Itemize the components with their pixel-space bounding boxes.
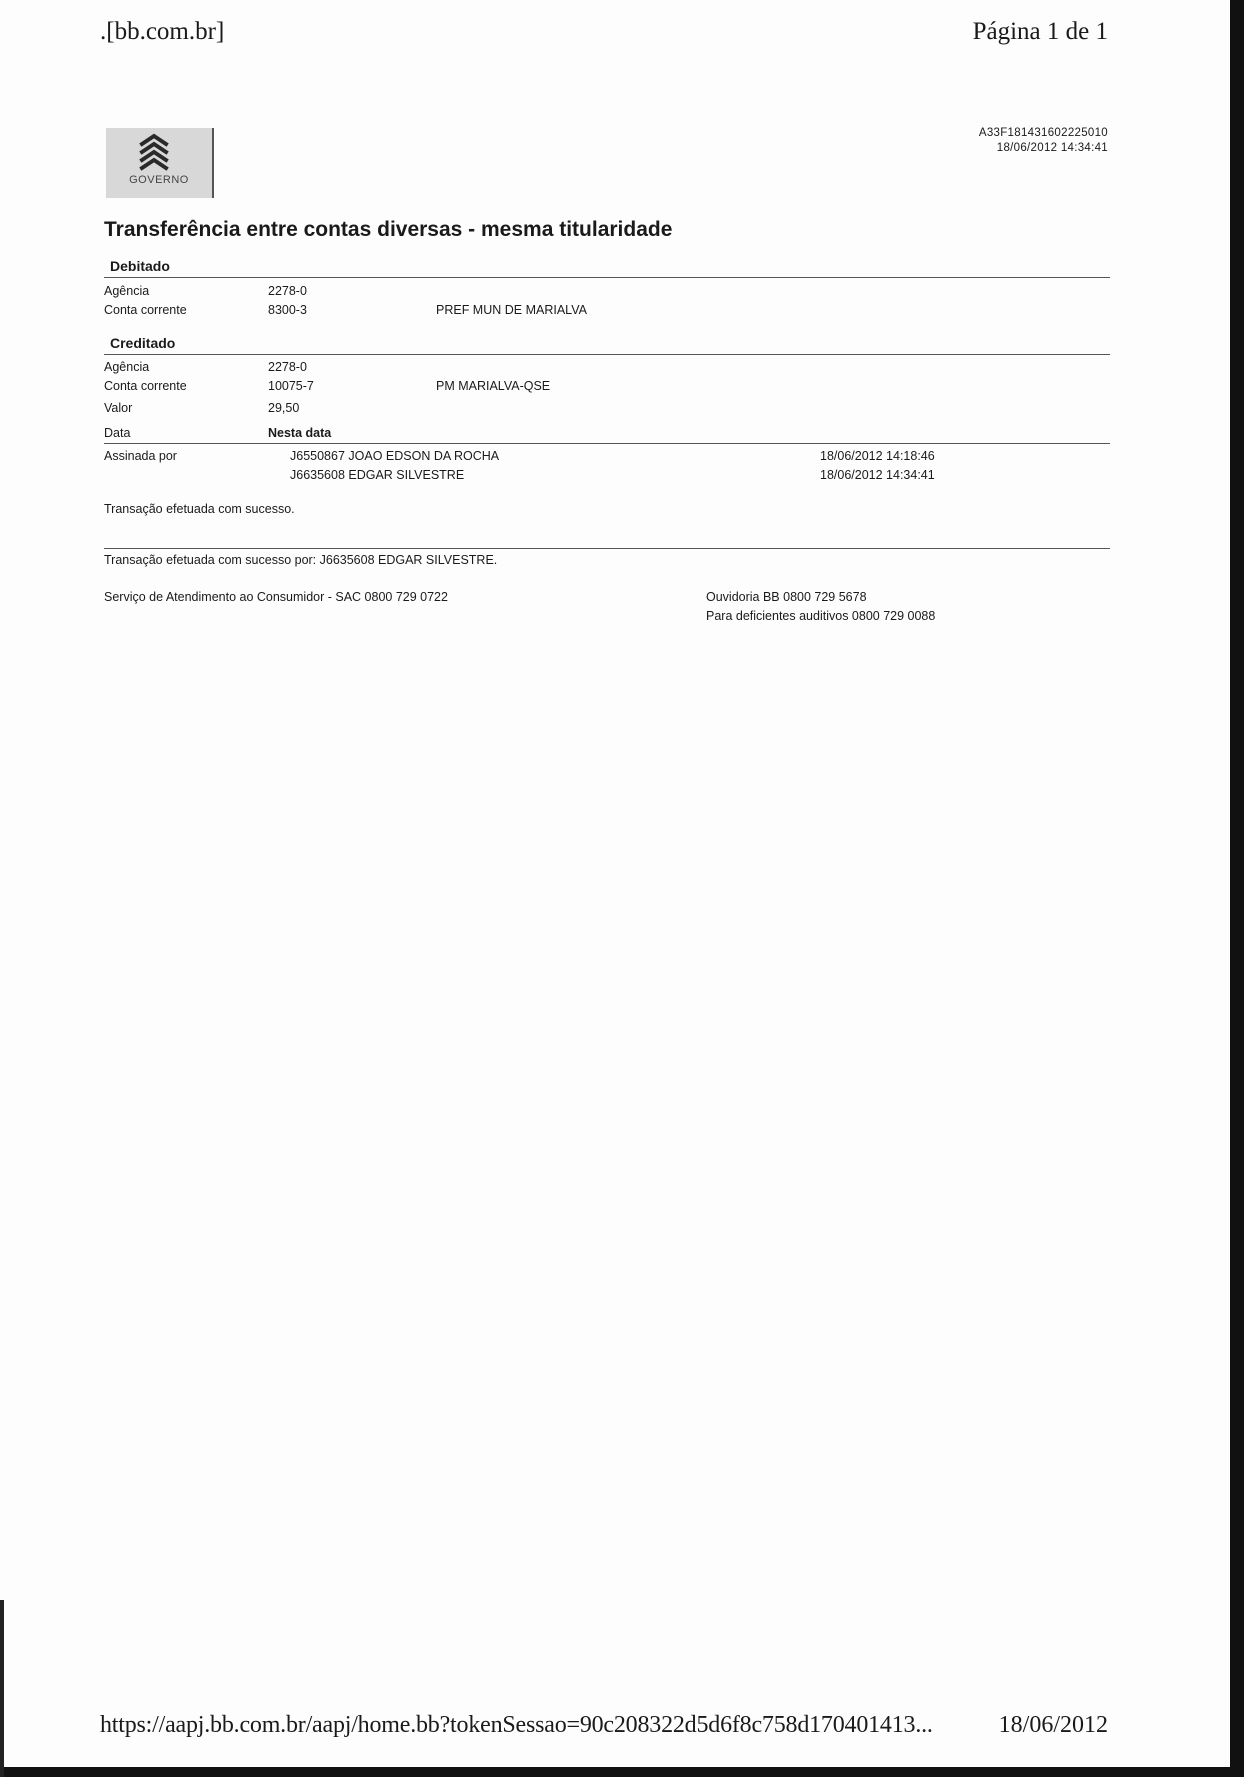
divider [104, 277, 1110, 278]
print-footer-date: 18/06/2012 [998, 1712, 1108, 1738]
signer-name: J6635608 EDGAR SILVESTRE [290, 468, 465, 482]
transaction-status-by: Transação efetuada com sucesso por: J6635608 EDGAR SILVESTRE. [104, 553, 498, 567]
bank-logo [106, 128, 214, 198]
debit-conta-label: Conta corrente [104, 303, 187, 317]
signer-datetime: 18/06/2012 14:34:41 [820, 468, 935, 482]
data-label: Data [104, 426, 131, 440]
sac-contact: Serviço de Atendimento ao Consumidor - SAC 0800 729 0722 [104, 590, 448, 604]
authentication-code: A33F181431602225010 [978, 127, 1108, 139]
signer-name: J6550867 JOAO EDSON DA ROCHA [290, 449, 500, 463]
signed-by-label: Assinada por [104, 449, 177, 463]
credit-conta-label: Conta corrente [104, 379, 187, 393]
divider [104, 548, 1110, 549]
scan-border-right [1230, 0, 1244, 1777]
credit-agencia-label: Agência [104, 360, 150, 374]
print-header-domain: .[bb.com.br] [100, 18, 225, 45]
debit-account-holder: PREF MUN DE MARIALVA [436, 303, 587, 317]
print-footer-url: https://aapj.bb.com.br/aapj/home.bb?tokenSessao=90c208322d5d6f8c758d170401413... [100, 1712, 933, 1738]
debit-agencia-value: 2278-0 [268, 284, 307, 298]
signer-datetime: 18/06/2012 14:18:46 [820, 449, 935, 463]
valor-value: 29,50 [268, 401, 300, 415]
debit-conta-value: 8300-3 [268, 303, 307, 317]
scan-border-bottom [0, 1767, 1244, 1777]
ouvidoria-contact: Ouvidoria BB 0800 729 5678 [706, 590, 867, 604]
section-heading-creditado: Creditado [110, 335, 176, 351]
page-title: Transferência entre contas diversas - mesma titularidade [104, 218, 673, 241]
credit-agencia-value: 2278-0 [268, 360, 307, 374]
credit-account-holder: PM MARIALVA-QSE [436, 379, 551, 393]
valor-label: Valor [104, 401, 133, 415]
debit-agencia-label: Agência [104, 284, 150, 298]
document-authentication [979, 126, 1108, 156]
transaction-status: Transação efetuada com sucesso. [104, 502, 295, 516]
print-header-page-number: Página 1 de 1 [972, 18, 1108, 45]
banco-do-brasil-logo-icon [134, 132, 174, 172]
authentication-datetime: 18/06/2012 14:34:41 [996, 142, 1108, 154]
divider [104, 443, 1110, 444]
credit-conta-value: 10075-7 [268, 379, 314, 393]
scan-border-left [0, 1600, 4, 1777]
divider [104, 354, 1110, 355]
data-value: Nesta data [268, 426, 332, 440]
logo-label: GOVERNO [129, 174, 189, 186]
section-heading-debitado: Debitado [110, 258, 170, 274]
hearing-impaired-contact: Para deficientes auditivos 0800 729 0088 [706, 609, 936, 623]
